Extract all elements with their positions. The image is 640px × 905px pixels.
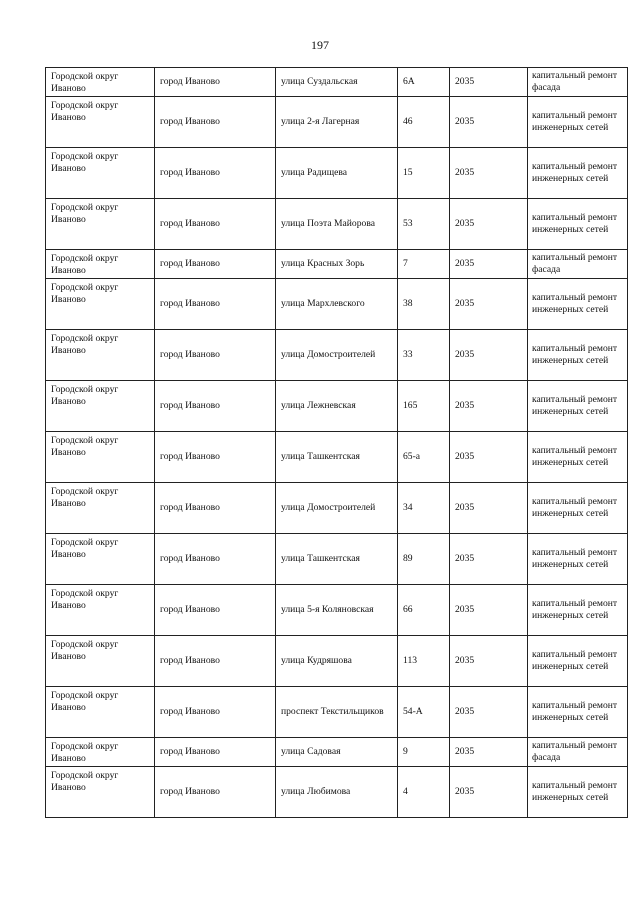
district-text: Городской округ Иваново xyxy=(51,384,119,407)
cell-district xyxy=(46,381,155,432)
cell-house xyxy=(398,68,450,97)
city-text: город Иваново xyxy=(160,655,220,666)
cell-house xyxy=(398,97,450,148)
cell-street xyxy=(276,68,398,97)
cell-work xyxy=(528,432,628,483)
cell-year xyxy=(450,381,528,432)
house-text: 113 xyxy=(403,655,418,666)
house-text: 89 xyxy=(403,553,413,564)
page-number: 197 xyxy=(311,38,329,52)
table-row xyxy=(46,148,628,199)
cell-year xyxy=(450,68,528,97)
cell-work xyxy=(528,636,628,687)
cell-work xyxy=(528,738,628,767)
cell-city xyxy=(155,534,276,585)
street-text: проспект Текстильщиков xyxy=(281,706,384,717)
cell-street xyxy=(276,767,398,818)
cell-city xyxy=(155,687,276,738)
work-text: капитальный ремонт инженерных сетей xyxy=(532,780,618,803)
house-text: 165 xyxy=(403,400,418,411)
cell-house xyxy=(398,148,450,199)
table-row xyxy=(46,68,628,97)
cell-city xyxy=(155,483,276,534)
year-text: 2035 xyxy=(455,706,475,717)
cell-district xyxy=(46,585,155,636)
work-text: капитальный ремонт инженерных сетей xyxy=(532,343,618,366)
work-text: капитальный ремонт инженерных сетей xyxy=(532,496,618,519)
cell-city xyxy=(155,148,276,199)
cell-work xyxy=(528,767,628,818)
cell-city xyxy=(155,199,276,250)
cell-street xyxy=(276,534,398,585)
work-text: капитальный ремонт фасада xyxy=(532,70,618,93)
cell-district xyxy=(46,148,155,199)
table-row xyxy=(46,330,628,381)
year-text: 2035 xyxy=(455,655,475,666)
house-text: 65-а xyxy=(403,451,421,462)
district-text: Городской округ Иваново xyxy=(51,486,119,509)
street-text: улица Лежневская xyxy=(281,400,356,411)
table-row xyxy=(46,767,628,818)
cell-house xyxy=(398,534,450,585)
house-text: 7 xyxy=(403,258,408,269)
table-row xyxy=(46,250,628,279)
cell-district xyxy=(46,767,155,818)
city-text: город Иваново xyxy=(160,786,220,797)
cell-street xyxy=(276,432,398,483)
cell-street xyxy=(276,148,398,199)
cell-year xyxy=(450,330,528,381)
cell-city xyxy=(155,432,276,483)
year-text: 2035 xyxy=(455,502,475,513)
cell-street xyxy=(276,381,398,432)
street-text: улица Суздальская xyxy=(281,76,358,87)
cell-house xyxy=(398,687,450,738)
city-text: город Иваново xyxy=(160,502,220,513)
cell-work xyxy=(528,330,628,381)
cell-district xyxy=(46,279,155,330)
table-row xyxy=(46,199,628,250)
cell-district xyxy=(46,738,155,767)
work-text: капитальный ремонт фасада xyxy=(532,740,618,763)
work-text: капитальный ремонт инженерных сетей xyxy=(532,598,618,621)
cell-house xyxy=(398,250,450,279)
city-text: город Иваново xyxy=(160,553,220,564)
street-text: улица Поэта Майорова xyxy=(281,218,375,229)
cell-year xyxy=(450,687,528,738)
table-row xyxy=(46,381,628,432)
cell-city xyxy=(155,279,276,330)
work-text: капитальный ремонт инженерных сетей xyxy=(532,547,618,570)
year-text: 2035 xyxy=(455,553,475,564)
cell-street xyxy=(276,250,398,279)
table-row xyxy=(46,534,628,585)
district-text: Городской округ Иваново xyxy=(51,435,119,458)
street-text: улица Садовая xyxy=(281,746,341,757)
cell-district xyxy=(46,534,155,585)
district-text: Городской округ Иваново xyxy=(51,253,119,276)
district-text: Городской округ Иваново xyxy=(51,151,119,174)
cell-street xyxy=(276,483,398,534)
table-row xyxy=(46,585,628,636)
registry-table-body xyxy=(46,68,628,818)
cell-district xyxy=(46,432,155,483)
cell-work xyxy=(528,279,628,330)
work-text: капитальный ремонт инженерных сетей xyxy=(532,394,618,417)
cell-work xyxy=(528,534,628,585)
cell-year xyxy=(450,199,528,250)
cell-year xyxy=(450,636,528,687)
table-row xyxy=(46,738,628,767)
work-text: капитальный ремонт инженерных сетей xyxy=(532,161,618,184)
district-text: Городской округ Иваново xyxy=(51,282,119,305)
house-text: 34 xyxy=(403,502,413,513)
cell-house xyxy=(398,585,450,636)
year-text: 2035 xyxy=(455,604,475,615)
cell-street xyxy=(276,636,398,687)
cell-street xyxy=(276,687,398,738)
year-text: 2035 xyxy=(455,218,475,229)
house-text: 53 xyxy=(403,218,413,229)
house-text: 66 xyxy=(403,604,413,615)
cell-work xyxy=(528,381,628,432)
city-text: город Иваново xyxy=(160,604,220,615)
street-text: улица Любимова xyxy=(281,786,351,797)
work-text: капитальный ремонт инженерных сетей xyxy=(532,212,618,235)
cell-work xyxy=(528,148,628,199)
district-text: Городской округ Иваново xyxy=(51,741,119,764)
district-text: Городской округ Иваново xyxy=(51,537,119,560)
city-text: город Иваново xyxy=(160,298,220,309)
cell-year xyxy=(450,738,528,767)
cell-year xyxy=(450,534,528,585)
cell-city xyxy=(155,381,276,432)
cell-district xyxy=(46,199,155,250)
street-text: улица Красных Зорь xyxy=(281,258,365,269)
street-text: улица Кудряшова xyxy=(281,655,352,666)
cell-house xyxy=(398,199,450,250)
cell-work xyxy=(528,199,628,250)
year-text: 2035 xyxy=(455,298,475,309)
district-text: Городской округ Иваново xyxy=(51,588,119,611)
table-row xyxy=(46,483,628,534)
year-text: 2035 xyxy=(455,451,475,462)
street-text: улица Домостроителей xyxy=(281,502,376,513)
year-text: 2035 xyxy=(455,167,475,178)
year-text: 2035 xyxy=(455,116,475,127)
year-text: 2035 xyxy=(455,258,475,269)
district-text: Городской округ Иваново xyxy=(51,202,119,225)
cell-work xyxy=(528,68,628,97)
cell-year xyxy=(450,97,528,148)
cell-year xyxy=(450,250,528,279)
cell-city xyxy=(155,738,276,767)
work-text: капитальный ремонт инженерных сетей xyxy=(532,649,618,672)
street-text: улица Ташкентская xyxy=(281,451,360,462)
city-text: город Иваново xyxy=(160,706,220,717)
house-text: 15 xyxy=(403,167,413,178)
street-text: улица 5-я Коляновская xyxy=(281,604,374,615)
table-row xyxy=(46,97,628,148)
work-text: капитальный ремонт инженерных сетей xyxy=(532,292,618,315)
district-text: Городской округ Иваново xyxy=(51,100,119,123)
table-row xyxy=(46,279,628,330)
cell-work xyxy=(528,483,628,534)
cell-street xyxy=(276,330,398,381)
cell-house xyxy=(398,483,450,534)
year-text: 2035 xyxy=(455,400,475,411)
cell-work xyxy=(528,250,628,279)
district-text: Городской округ Иваново xyxy=(51,690,119,713)
cell-city xyxy=(155,330,276,381)
work-text: капитальный ремонт инженерных сетей xyxy=(532,700,618,723)
cell-city xyxy=(155,250,276,279)
city-text: город Иваново xyxy=(160,167,220,178)
work-text: капитальный ремонт фасада xyxy=(532,252,618,275)
cell-house xyxy=(398,767,450,818)
cell-year xyxy=(450,483,528,534)
city-text: город Иваново xyxy=(160,258,220,269)
cell-district xyxy=(46,330,155,381)
cell-street xyxy=(276,279,398,330)
district-text: Городской округ Иваново xyxy=(51,770,119,793)
house-text: 9 xyxy=(403,746,408,757)
cell-city xyxy=(155,68,276,97)
year-text: 2035 xyxy=(455,76,475,87)
cell-city xyxy=(155,585,276,636)
district-text: Городской округ Иваново xyxy=(51,639,119,662)
street-text: улица Мархлевского xyxy=(281,298,365,309)
cell-street xyxy=(276,585,398,636)
street-text: улица 2-я Лагерная xyxy=(281,116,360,127)
registry-table xyxy=(45,67,628,818)
cell-district xyxy=(46,687,155,738)
house-text: 6А xyxy=(403,76,415,87)
house-text: 38 xyxy=(403,298,413,309)
city-text: город Иваново xyxy=(160,746,220,757)
city-text: город Иваново xyxy=(160,76,220,87)
cell-street xyxy=(276,738,398,767)
table-row xyxy=(46,636,628,687)
district-text: Городской округ Иваново xyxy=(51,333,119,356)
work-text: капитальный ремонт инженерных сетей xyxy=(532,110,618,133)
cell-work xyxy=(528,585,628,636)
cell-city xyxy=(155,97,276,148)
house-text: 46 xyxy=(403,116,413,127)
cell-year xyxy=(450,767,528,818)
city-text: город Иваново xyxy=(160,400,220,411)
cell-house xyxy=(398,432,450,483)
city-text: город Иваново xyxy=(160,116,220,127)
cell-year xyxy=(450,432,528,483)
cell-house xyxy=(398,738,450,767)
cell-year xyxy=(450,585,528,636)
house-text: 33 xyxy=(403,349,413,360)
cell-district xyxy=(46,636,155,687)
cell-year xyxy=(450,279,528,330)
table-row xyxy=(46,432,628,483)
year-text: 2035 xyxy=(455,349,475,360)
street-text: улица Домостроителей xyxy=(281,349,376,360)
street-text: улица Ташкентская xyxy=(281,553,360,564)
year-text: 2035 xyxy=(455,746,475,757)
cell-year xyxy=(450,148,528,199)
year-text: 2035 xyxy=(455,786,475,797)
cell-district xyxy=(46,250,155,279)
cell-district xyxy=(46,483,155,534)
street-text: улица Радищева xyxy=(281,167,348,178)
cell-house xyxy=(398,636,450,687)
house-text: 54-А xyxy=(403,706,423,717)
cell-city xyxy=(155,767,276,818)
table-row xyxy=(46,687,628,738)
city-text: город Иваново xyxy=(160,349,220,360)
district-text: Городской округ Иваново xyxy=(51,71,119,94)
cell-house xyxy=(398,330,450,381)
cell-house xyxy=(398,279,450,330)
cell-work xyxy=(528,687,628,738)
cell-street xyxy=(276,199,398,250)
cell-district xyxy=(46,97,155,148)
city-text: город Иваново xyxy=(160,451,220,462)
cell-street xyxy=(276,97,398,148)
cell-house xyxy=(398,381,450,432)
city-text: город Иваново xyxy=(160,218,220,229)
cell-district xyxy=(46,68,155,97)
work-text: капитальный ремонт инженерных сетей xyxy=(532,445,618,468)
cell-city xyxy=(155,636,276,687)
cell-work xyxy=(528,97,628,148)
house-text: 4 xyxy=(403,786,408,797)
